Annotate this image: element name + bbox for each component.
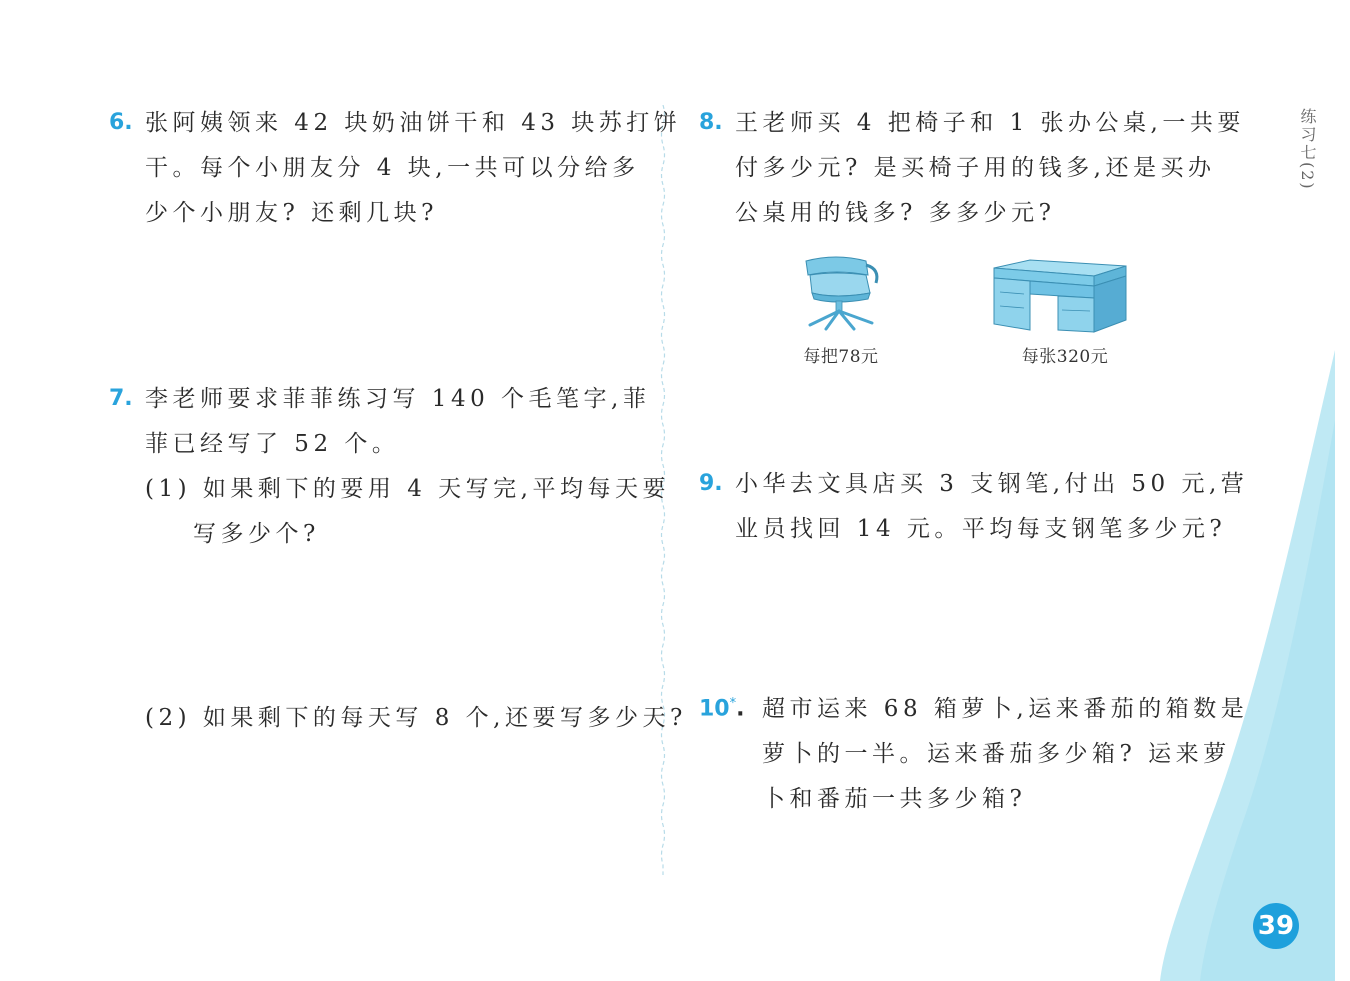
problem-10-text [762,687,1248,822]
problem-10-dot: . [736,696,745,722]
problem-9-number: 9. [699,471,723,496]
problem-10-star: * [729,696,737,711]
problem-7-sub-1-line-1: (1) 如果剩下的要用 4 天写完,平均每天要 [145,476,670,502]
problem-8-number: 8. [699,110,723,135]
problem-6-number: 6. [109,110,133,135]
problem-7-line-2: 菲已经写了 52 个。 [145,431,400,457]
problem-6-line-3: 少个小朋友? 还剩几块? [145,200,438,226]
problem-6-text [145,101,681,236]
problem-7-sub-1 [145,467,670,557]
problem-10-number-digits: 10 [699,696,730,722]
problem-10-line-2: 萝卜的一半。运来番茄多少箱? 运来萝 [762,741,1231,767]
chair-illustration [796,253,886,331]
problem-8-text [735,101,1245,236]
problem-6-line-1: 张阿姨领来 42 块奶油饼干和 43 块苏打饼 [145,110,682,136]
problem-8-line-3: 公桌用的钱多? 多多少元? [735,200,1056,226]
problem-7-sub-2 [145,696,687,741]
problem-7-number: 7. [109,386,133,411]
page-number-badge: 39 [1253,903,1299,949]
problem-7-line-1: 李老师要求菲菲练习写 140 个毛笔字,菲 [145,386,651,412]
problem-8-line-2: 付多少元? 是买椅子用的钱多,还是买办 [735,155,1216,181]
chair-price-caption: 每把78元 [803,347,879,367]
problem-10-line-1: 超市运来 68 箱萝卜,运来番茄的箱数是 [762,696,1249,722]
section-title: 练习七(2) [1298,108,1317,191]
problem-9-text [735,462,1248,552]
problem-7-text [145,377,650,467]
problem-9-line-1: 小华去文具店买 3 支钢笔,付出 50 元,营 [735,471,1249,497]
problem-10-number [699,696,744,721]
problem-8-line-1: 王老师买 4 把椅子和 1 张办公桌,一共要 [735,110,1245,136]
desk-illustration [990,258,1128,334]
problem-10-line-3: 卜和番茄一共多少箱? [762,786,1027,812]
problem-7-sub-1-line-2: 写多少个? [193,521,320,547]
desk-price-caption: 每张320元 [1021,347,1109,367]
problem-7-sub-2-line-1: (2) 如果剩下的每天写 8 个,还要写多少天? [145,705,687,731]
problem-6-line-2: 干。每个小朋友分 4 块,一共可以分给多 [145,155,640,181]
problem-9-line-2: 业员找回 14 元。平均每支钢笔多少元? [735,516,1227,542]
